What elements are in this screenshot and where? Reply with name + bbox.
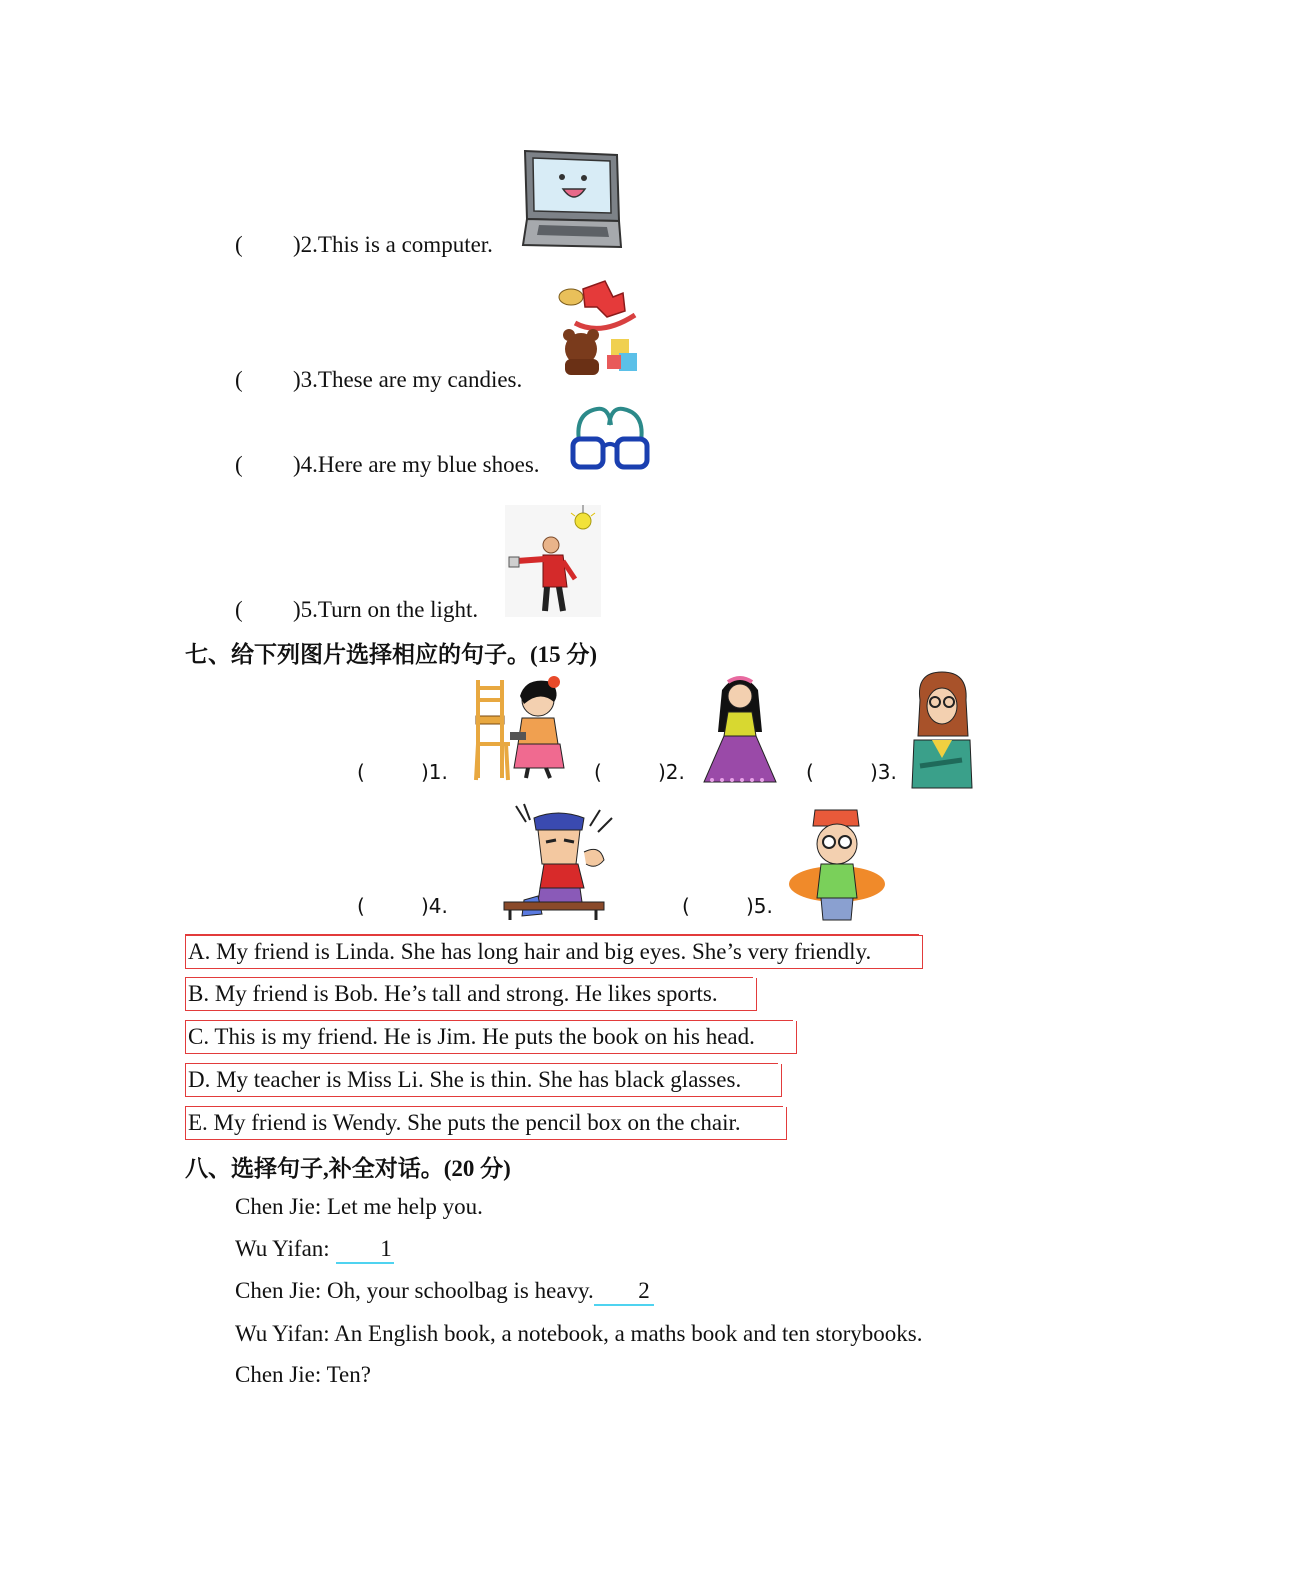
linda-icon bbox=[700, 670, 780, 790]
question-4 bbox=[235, 452, 540, 478]
answer-paren[interactable]: ( bbox=[594, 760, 602, 784]
picture-3-label bbox=[806, 760, 897, 784]
answer-paren[interactable]: ( bbox=[682, 894, 690, 918]
teacher-icon bbox=[910, 670, 974, 792]
answer-paren[interactable]: ( bbox=[235, 452, 243, 477]
question-3 bbox=[235, 367, 522, 393]
answer-paren[interactable]: ( bbox=[235, 367, 243, 392]
option-c: C. This is my friend. He is Jim. He puts the book on his head. bbox=[185, 1021, 797, 1054]
dialogue-text: Chen Jie: Oh, your schoolbag is heavy. bbox=[235, 1278, 594, 1303]
answer-blank-1[interactable]: 1 bbox=[336, 1236, 394, 1264]
laptop-icon bbox=[521, 147, 623, 255]
dialogue-line-3 bbox=[235, 1278, 654, 1306]
option-e: E. My friend is Wendy. She puts the pencil box on the chair. bbox=[185, 1107, 787, 1140]
answer-paren[interactable]: ( bbox=[357, 894, 365, 918]
question-text: )4.Here are my blue shoes. bbox=[293, 452, 540, 477]
picture-5-label bbox=[682, 894, 773, 918]
girl-chair-icon bbox=[470, 672, 570, 784]
bob-icon bbox=[500, 804, 620, 920]
picture-number: )4. bbox=[421, 894, 448, 918]
picture-number: )1. bbox=[421, 760, 448, 784]
answer-paren[interactable]: ( bbox=[806, 760, 814, 784]
picture-1-label bbox=[357, 760, 448, 784]
question-2 bbox=[235, 232, 493, 258]
question-5 bbox=[235, 597, 478, 623]
picture-number: )5. bbox=[746, 894, 773, 918]
picture-number: )2. bbox=[658, 760, 685, 784]
option-b: B. My friend is Bob. He’s tall and strong. He likes sports. bbox=[185, 978, 757, 1011]
jim-icon bbox=[787, 806, 887, 922]
dialogue-line-4: Wu Yifan: An English book, a notebook, a maths book and ten storybooks. bbox=[235, 1321, 923, 1346]
answer-paren[interactable]: ( bbox=[235, 232, 243, 257]
section-8-title: 八、选择句子,补全对话。(20 分) bbox=[185, 1156, 511, 1181]
turn-on-light-icon bbox=[505, 503, 603, 617]
option-d: D. My teacher is Miss Li. She is thin. She has black glasses. bbox=[185, 1064, 782, 1097]
option-a: A. My friend is Linda. She has long hair and big eyes. She’s very friendly. bbox=[185, 935, 923, 969]
picture-2-label bbox=[594, 760, 685, 784]
picture-number: )3. bbox=[870, 760, 897, 784]
question-text: )3.These are my candies. bbox=[293, 367, 523, 392]
question-text: )2.This is a computer. bbox=[293, 232, 493, 257]
section-7-title: 七、给下列图片选择相应的句子。(15 分) bbox=[185, 642, 598, 667]
answer-paren[interactable]: ( bbox=[357, 760, 365, 784]
answer-paren[interactable]: ( bbox=[235, 597, 243, 622]
dialogue-line-1: Chen Jie: Let me help you. bbox=[235, 1194, 483, 1219]
picture-4-label bbox=[357, 894, 448, 918]
dialogue-text: Wu Yifan: bbox=[235, 1236, 330, 1261]
toys-icon bbox=[553, 277, 641, 379]
dialogue-line-5: Chen Jie: Ten? bbox=[235, 1362, 371, 1387]
dialogue-line-2 bbox=[235, 1236, 394, 1264]
question-text: )5.Turn on the light. bbox=[293, 597, 479, 622]
glasses-icon bbox=[567, 405, 653, 473]
answer-blank-2[interactable]: 2 bbox=[594, 1278, 654, 1306]
